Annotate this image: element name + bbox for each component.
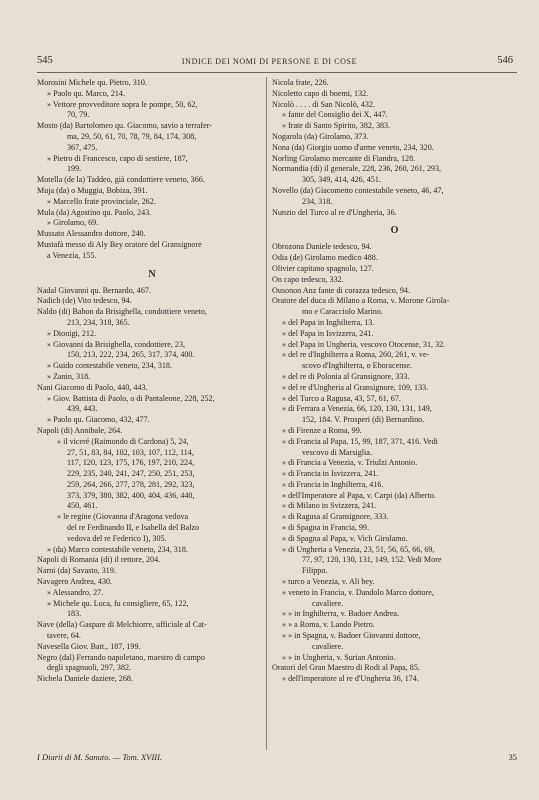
index-entry: » dell'Imperatore al Papa, v. Carpi (da) Alberto. (282, 490, 436, 500)
index-entry: degli spagnuoli, 297, 382. (47, 663, 132, 673)
index-entry: » del Turco a Ragusa, 43, 57, 61, 67. (282, 393, 401, 403)
right-column (272, 78, 517, 685)
index-entry: 77, 97, 120, 130, 131, 149, 152. Vedi More (302, 555, 442, 565)
index-entry: 367, 475. (67, 142, 98, 152)
index-entry: Nona (da) Giorgio uomo d'arme veneto, 234, 320. (272, 142, 434, 152)
index-entry: » Guido contestabile veneto, 234, 318. (47, 361, 172, 371)
index-entry: Morosini Michele qu. Pietro, 310. (37, 78, 147, 87)
index-entry: 229, 235, 240, 241, 247, 250, 251, 253, (67, 469, 195, 479)
index-entry: 70, 79. (67, 110, 90, 120)
index-entry: Ousonon Anz fante di corazza tedesco, 94. (272, 285, 410, 295)
index-entry: » di Spagna in Francia, 99. (282, 523, 369, 533)
index-entry: Navesella Giov. Batt., 187, 199. (37, 641, 141, 651)
index-entry: vedova del re Federico I), 305. (67, 533, 167, 543)
index-entry: 373, 379, 380, 382, 400, 404, 436, 440, (67, 490, 195, 500)
left-column (37, 78, 267, 685)
index-entry: 450, 461. (67, 501, 98, 511)
index-entry: » di Francia a Venezia, v. Triulzi Antonio. (282, 458, 418, 468)
index-entry: 439, 443. (67, 404, 98, 414)
index-entry: Motella (de la) Taddeo, già condottiere veneto, 366. (37, 175, 205, 185)
index-entry: Navagero Andrea, 430. (37, 577, 113, 587)
index-entry: » di Ragusa al Gransignore, 333. (282, 512, 389, 522)
section-letter: O (390, 225, 399, 237)
index-entry: » fante del Consiglio dei X, 447. (282, 110, 388, 120)
index-entry: Mustafà messo di Aly Bey oratore del Gransignore (37, 239, 202, 249)
index-entry: Negro (dal) Ferrando napoletano, maestro di campo (37, 652, 205, 662)
page-number-left: 545 (37, 55, 53, 66)
index-entry: » Vettore provveditore sopra le pompe, 50, 62, (47, 99, 198, 109)
index-entry: Naldo (di) Babon da Brisighella, condottiere veneto, (37, 307, 207, 317)
index-entry: Mussato Alessandro dottore, 240. (37, 229, 146, 239)
index-entry: » Giovanni da Brisighella, condottiere, 23, (47, 339, 186, 349)
index-entry: » » in Ungheria, v. Surian Antonio. (282, 652, 396, 662)
index-entry: 183. (67, 609, 82, 619)
index-entry: cavaliere. (312, 598, 344, 608)
index-entry: Filippo. (302, 566, 328, 576)
index-entry: Nichela Daniele daziere, 268. (37, 674, 133, 684)
index-entry: Mula (da) Agostino qu. Paolo, 243. (37, 207, 152, 217)
index-entry: 27, 51, 83, 84, 102, 103, 107, 112, 114, (67, 447, 194, 457)
index-entry: » » in Inghilterra, v. Badoer Andrea. (282, 609, 400, 619)
index-entry: Oratori del Gran Maestro di Rodi al Papa, 85. (272, 663, 420, 673)
index-entry: » » in Spagna, v. Badoer Giovanni dottore, (282, 631, 421, 641)
index-entry: 259, 264, 266, 277, 278, 281, 292, 323, (67, 479, 195, 489)
index-entry: » di Ferrara a Venezia, 66, 120, 130, 131, 149, (282, 404, 432, 414)
index-entry: Nadal Giovanni qu. Bernardo, 467. (37, 285, 151, 295)
index-entry: 150, 213, 222, 234, 265, 317, 374, 400. (67, 350, 195, 360)
index-entry: Obrozona Daniele tedesco, 94. (272, 242, 372, 252)
index-entry: » del re d'Inghilterra a Roma, 260, 261, v. ve- (282, 350, 430, 360)
index-entry: » Alessandro, 27. (47, 587, 104, 597)
index-entry: » (da) Marco contestabile veneto, 234, 318. (47, 544, 188, 554)
index-entry: » del re di Polonia al Gransignore, 333. (282, 371, 410, 381)
index-entry: Nicola frate, 226. (272, 78, 329, 87)
index-entry: » del Papa in Isvizzera, 241. (282, 328, 374, 338)
index-entry: » di Ungheria a Venezia, 23, 51, 56, 65, 66, 69, (282, 544, 435, 554)
index-entry: Mosto (da) Bartolomeo qu. Giacomo, savio a terrafer- (37, 121, 212, 131)
index-entry: Nicolò . . . . di San Nicolò, 432. (272, 99, 375, 109)
header-rule (37, 72, 517, 73)
index-entry: » Giov. Battista di Paolo, o di Pantaleone, 228, 252, (47, 393, 215, 403)
index-entry: » del re d'Ungheria al Gransignore, 109, 133. (282, 382, 429, 392)
page-number-right: 546 (497, 55, 513, 66)
page-header (0, 55, 539, 71)
index-entry: Narni (da) Savasto, 319. (37, 566, 116, 576)
index-entry: Nicoletto capo di boemi, 132. (272, 88, 369, 98)
index-entry: » del Papa in Ungheria, vescovo Otocense, 31, 32. (282, 339, 446, 349)
index-entry: » veneto in Francia, v. Dandolo Marco dottore, (282, 587, 434, 597)
index-entry: 199. (67, 164, 82, 174)
index-entry: » le regine (Giovanna d'Aragona vedova (57, 512, 189, 522)
index-entry: Nunzio del Turco al re d'Ungheria, 36. (272, 207, 397, 217)
index-entry: » dell'imperatore al re d'Ungheria 36, 174. (282, 674, 419, 684)
index-entry: Odia (de) Girolamo medico 488. (272, 253, 378, 263)
index-entry: Nani Giacomo di Paolo, 440, 443. (37, 382, 148, 392)
index-entry: » turco a Venezia, v. Ali bey. (282, 577, 375, 587)
index-entry: » di Firenze a Roma, 99. (282, 425, 362, 435)
index-entry: Normandia (di) il generale, 228, 236, 260, 261, 293, (272, 164, 442, 174)
index-entry: » Pietro di Francesco, capo di sestiere, 187, (47, 153, 188, 163)
index-entry: » Marcello frate provinciale, 262. (47, 196, 156, 206)
index-entry: 305, 349, 414, 426, 451. (302, 175, 381, 185)
section-letter: N (148, 268, 156, 280)
index-entry: » di Francia in Isvizzera, 241. (282, 469, 379, 479)
index-entry: vescovo di Marsiglia. (302, 447, 372, 457)
index-entry: » Paolo qu. Marco, 214. (47, 88, 126, 98)
index-entry: » il viceré (Raimondo di Cardona) 5, 24, (57, 436, 189, 446)
running-title: INDICE DEI NOMI DI PERSONE E DI COSE (181, 57, 358, 66)
index-entry: » Girolamo, 69. (47, 218, 99, 228)
index-entry: mo e Caracciolo Marino. (302, 307, 383, 317)
index-entry: Olivier capitano spagnolo, 127. (272, 263, 374, 273)
index-entry: 117, 120, 123, 175, 176, 197, 210, 224, (67, 458, 195, 468)
index-entry: Norling Girolamo mercante di Fiandra, 128. (272, 153, 416, 163)
index-entry: » di Milano in Svizzera, 241. (282, 501, 377, 511)
index-entry: 152, 184. V. Prosperi (di) Bernardino. (302, 415, 425, 425)
index-entry: » » a Roma, v. Lando Pietro. (282, 620, 375, 630)
index-entry: tavere, 64. (47, 631, 81, 641)
index-entry: del re Ferdinando II, e Isabella del Balzo (67, 523, 200, 533)
index-entry: Napoli di Romania (di) il rettore, 204. (37, 555, 161, 565)
footer-signature: 35 (508, 752, 517, 762)
index-entry: » Dionigi, 212. (47, 328, 97, 338)
index-entry: Muja (da) o Muggia, Bobiza, 391. (37, 185, 148, 195)
index-entry: » di Francia al Papa, 15, 99, 187, 371, 416. Vedi (282, 436, 438, 446)
index-entry: » Michele qu. Luca, fu consigliere, 65, 122, (47, 598, 189, 608)
index-entry: » del Papa in Inghilterra, 13. (282, 317, 375, 327)
index-entry: cavaliere. (312, 641, 344, 651)
index-entry: » di Spagna al Papa, v. Vich Girolamo. (282, 533, 408, 543)
index-entry: » frate di Santo Spirito, 382, 383. (282, 121, 391, 131)
index-entry: Oratore del duca di Milano a Roma, v. Morone Girola- (272, 296, 450, 306)
index-entry: Nogarola (da) Girolamo, 373. (272, 131, 369, 141)
index-entry: ma, 29, 50, 61, 70, 78, 79, 84, 174, 308, (67, 131, 197, 141)
index-entry: » Paolo qu. Giacomo, 432, 477. (47, 415, 150, 425)
index-entry: scovo d'Inghilterra, o Eboracense. (302, 361, 413, 371)
index-entry: Nave (della) Gaspare di Melchiorre, ufficiale al Cat- (37, 620, 207, 630)
index-entry: On capo tedesco, 332. (272, 274, 344, 284)
index-entry: » di Francia in Inghilterra, 416. (282, 479, 384, 489)
footer-title: I Diarii di M. Sanuto. — Tom. XVIII. (37, 752, 163, 762)
index-entry: Nadich (de) Vito tedesco, 94. (37, 296, 132, 306)
index-entry: 213, 234, 318, 365. (67, 317, 130, 327)
index-entry: » Zanin, 318. (47, 371, 91, 381)
index-entry: Napoli (di) Annibale, 264. (37, 425, 123, 435)
index-entry: 234, 318. (302, 196, 333, 206)
index-entry: a Venezia, 155. (47, 250, 97, 260)
index-entry: Novello (da) Giacometto contestabile veneto, 46, 47, (272, 185, 444, 195)
